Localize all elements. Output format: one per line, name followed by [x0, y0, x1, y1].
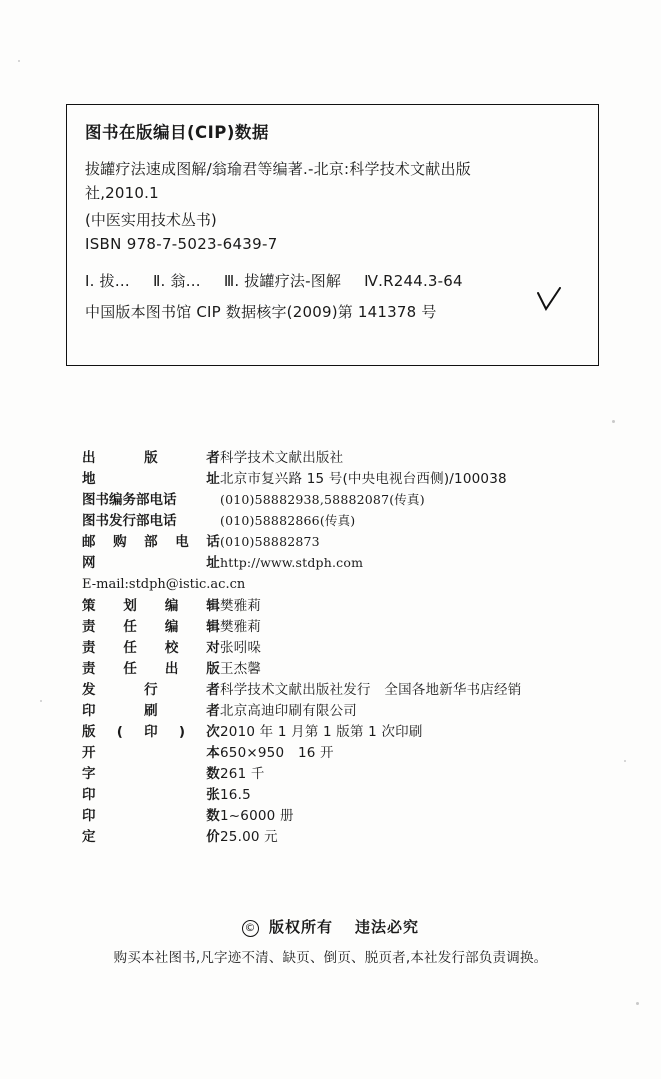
detail-label: 责 任 出 版: [82, 661, 220, 677]
detail-label: 开 本: [82, 745, 220, 761]
detail-value: 25.00 元: [220, 829, 278, 845]
scan-speck: [624, 760, 626, 762]
cip-classification: [85, 270, 582, 291]
detail-label: 策 划 编 辑: [82, 598, 220, 614]
cip-description-line-2: 社,2010.1: [85, 184, 159, 203]
detail-value[interactable]: http://www.stdph.com: [220, 555, 364, 570]
detail-value: 北京高迪印刷有限公司: [220, 703, 357, 719]
cip-class-4: Ⅳ.R244.3-64: [364, 272, 463, 291]
detail-value: 261 千: [220, 766, 265, 782]
cip-box-title: 图书在版编目(CIP)数据: [85, 123, 269, 142]
detail-label: 邮 购 部 电 话: [82, 534, 220, 550]
detail-label: 网 址: [82, 555, 220, 571]
detail-row-planning-editor: [82, 600, 582, 614]
detail-value: 科学技术文献出版社: [220, 450, 344, 466]
cip-class-3: Ⅲ. 拔罐疗法-图解: [223, 272, 342, 291]
detail-value: 1~6000 册: [220, 808, 294, 824]
detail-row-publisher: [82, 452, 582, 466]
detail-row-format: [82, 747, 582, 761]
detail-label: 地 址: [82, 471, 220, 487]
detail-row-responsible-publisher: [82, 663, 582, 677]
detail-label: 印 数: [82, 808, 220, 824]
detail-label: 出 版 者: [82, 450, 220, 466]
detail-label: 版 ( 印 ) 次: [82, 724, 220, 740]
cip-data-box: [66, 104, 599, 366]
check-mark-icon: [536, 287, 562, 313]
detail-label: 责 任 编 辑: [82, 619, 220, 635]
copyright-text-2: 违法必究: [355, 918, 420, 936]
detail-label: 责 任 校 对: [82, 640, 220, 656]
detail-row-email[interactable]: E-mail:stdph@istic.ac.cn: [82, 577, 246, 592]
publication-details: [82, 452, 582, 852]
detail-row-edition: [82, 726, 582, 740]
exchange-notice: 购买本社图书,凡字迹不清、缺页、倒页、脱页者,本社发行部负责调换。: [113, 950, 548, 966]
cip-series-name: (中医实用技术丛书): [85, 210, 217, 229]
detail-label: 图书编务部电话: [82, 492, 177, 508]
scan-speck: [636, 1002, 639, 1005]
detail-label: 字 数: [82, 766, 220, 782]
detail-row-price: [82, 831, 582, 845]
cip-class-1: Ⅰ. 拔…: [85, 272, 130, 291]
detail-row-word-count: [82, 768, 582, 782]
detail-row-printer: [82, 705, 582, 719]
detail-value: 650×950 16 开: [220, 745, 334, 761]
detail-row-responsible-editor: [82, 621, 582, 635]
detail-value: 科学技术文献出版社发行 全国各地新华书店经销: [220, 682, 522, 698]
detail-label: 发 行 者: [82, 682, 220, 698]
cip-class-2: Ⅱ. 翁…: [152, 272, 201, 291]
detail-row-website: [82, 557, 582, 571]
detail-label: 图书发行部电话: [82, 513, 177, 529]
detail-value: 樊雅莉: [220, 598, 262, 614]
detail-value: 樊雅莉: [220, 619, 262, 635]
scan-speck: [612, 420, 615, 423]
detail-row-editorial-phone: [82, 494, 582, 508]
detail-value: 北京市复兴路 15 号(中央电视台西侧)/100038: [220, 471, 507, 487]
detail-row-print-run: [82, 810, 582, 824]
detail-row-distributor: [82, 684, 582, 698]
detail-label: 定 价: [82, 829, 220, 845]
detail-row-sheets: [82, 789, 582, 803]
detail-value: 2010 年 1 月第 1 版第 1 次印刷: [220, 724, 423, 740]
detail-label: 印 张: [82, 787, 220, 803]
copyright-line: [0, 916, 661, 937]
copyright-icon: ©: [242, 920, 259, 937]
detail-label: 印 刷 者: [82, 703, 220, 719]
detail-value: (010)58882938,58882087(传真): [220, 492, 425, 507]
detail-row-mailorder-phone: [82, 536, 582, 550]
detail-value: 王杰馨: [220, 661, 262, 677]
detail-row-proofreader: [82, 642, 582, 656]
detail-value: 张吲哚: [220, 640, 262, 656]
scan-speck: [18, 60, 20, 62]
cip-registration-number: 中国版本图书馆 CIP 数据核字(2009)第 141378 号: [85, 303, 437, 322]
detail-row-address: [82, 473, 582, 487]
detail-row-distribution-phone: [82, 515, 582, 529]
cip-description-line-1: 拔罐疗法速成图解/翁瑜君等编著.-北京:科学技术文献出版: [85, 160, 471, 178]
scan-speck: [40, 700, 42, 702]
cip-isbn: ISBN 978-7-5023-6439-7: [85, 234, 278, 253]
copyright-text: 版权所有: [268, 918, 333, 936]
detail-value: (010)58882866(传真): [220, 513, 356, 528]
detail-value: 16.5: [220, 787, 251, 803]
detail-value: (010)58882873: [220, 534, 320, 549]
